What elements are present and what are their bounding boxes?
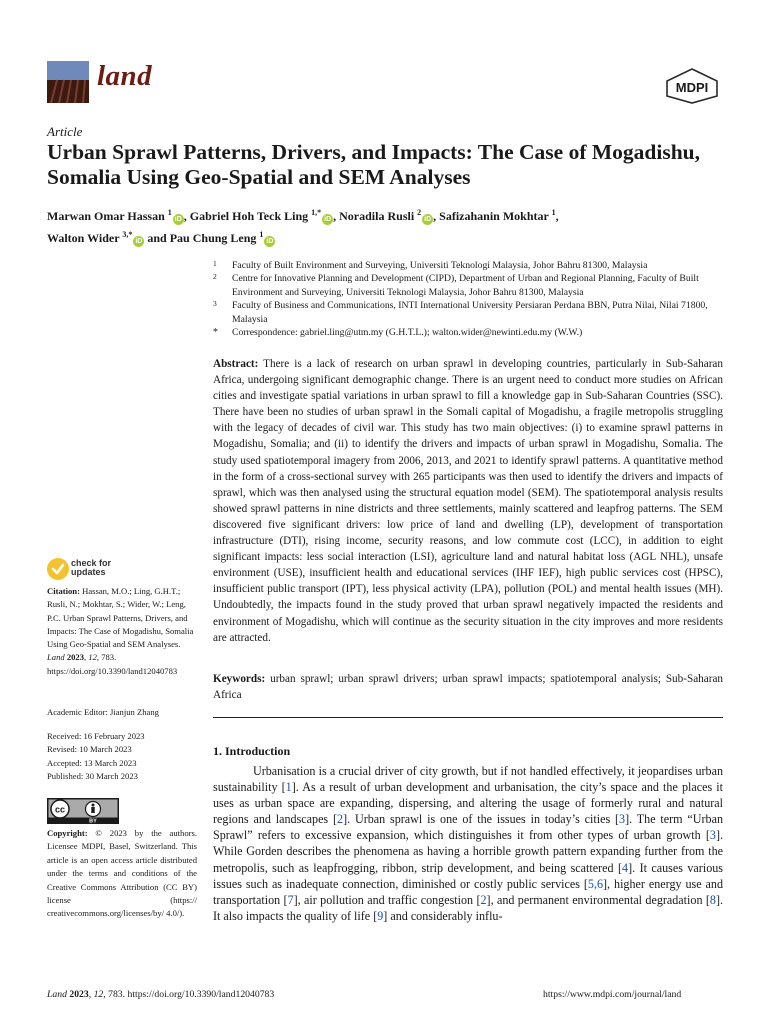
orcid-icon[interactable]: iD [324, 216, 332, 223]
keywords-text: urban sprawl; urban sprawl drivers; urban sprawl impacts; spatiotemporal analysis; Sub-Saharan Africa [213, 673, 724, 702]
by-text: BY [89, 818, 97, 824]
keywords [213, 671, 723, 703]
author-list [47, 204, 737, 247]
citation-block: Citation: Hassan, M.O.; Ling, G.H.T.; Rusli, N.; Mokhtar, S.; Wider, W.; Leng, P.C. Urban Sprawl Patterns, Drivers, and Impacts: The Case of Mogadishu, Somalia Using Geo-Spatial and SEM Analyses. Land 2023, 12, 783. https://doi.org/10.3390/land12040783 [47, 586, 194, 676]
paper-title: Urban Sprawl Patterns, Drivers, and Impacts: The Case of Mogadishu, Somalia Using Geo-Spatial and SEM Analyses [47, 140, 700, 189]
reference-link[interactable]: 8 [709, 892, 716, 907]
introduction-text: Urbanisation is a crucial driver of city growth, but if not handled effectively, it jeopardises urban sustainability [ [213, 764, 723, 795]
reference-link[interactable]: 7 [287, 892, 294, 907]
citation-volume: 12 [88, 652, 97, 663]
citation-text: Hassan, M.O.; Ling, G.H.T.; Rusli, N.; Mokhtar, S.; Wider, W.; Leng, P.C. Urban Sprawl Patterns, Drivers, and Impacts: The Case of Mogadishu, Somalia Using Geo-Spatial and SEM Analyses. [47, 586, 194, 650]
introduction-text: ]. While Gorden describes the phenomena as having a horrible growth pattern expanding further from the metropolis, such as leapfrogging, ribbon, strip development, and being scattered [ [213, 828, 723, 875]
affiliation-marker: 3 [213, 299, 217, 309]
author-name: Noradila Rusli [339, 209, 415, 223]
introduction-text: ]. The term “Urban Sprawl” refers to excessive expansion, which distinguishes it from other types of urban growth [ [213, 812, 723, 843]
academic-editor: Academic Editor: Jianjun Zhang [47, 707, 159, 717]
footer-volume: 12 [93, 989, 104, 1000]
introduction-text: ]. It also impacts the quality of life [ [213, 892, 723, 923]
author-affiliation-marker: 1,* [311, 208, 322, 217]
author-separator: , [433, 209, 440, 223]
check-updates-icon [47, 558, 69, 580]
abstract-text: There is a lack of research on urban sprawl in developing countries, particularly in Sub-Saharan Africa, undergoing significant demographic change. There is an urgent need to conduct more studies on African cities and investigate spatial variations in urban sprawl to fill a knowledge gap in Sub-Saharan Countries (SSC). There have been no studies of urban sprawl in the Somali capital of Mogadishu, a fragile metropolis struggling with the legacy of decades of civil war. This study has two main objectives: (i) to examine sprawl patterns in Mogadishu, Somalia; and (ii) to identify the drivers and impacts of urban sprawl in Mogadishu, Somalia. The study used spatiotemporal imagery from 2006, 2013, and 2021 to identify sprawl patterns. A quantitative method in the form of a cross-sectional survey with 265 participants was then used to identify the drivers and impacts of sprawl, which was then analysed using the structural equation model (SEM). The spatiotemporal analysis results showed sprawl patterns in nine districts and three settlements, mainly scattered and leapfrog patterns. The SEM discovered five significant drivers: low price of land and dwelling (LP), development of transportation infrastructure (DTI), rising income, security reasons, and low commute cost (LCC), in addition to eight significant impacts: less social interaction (LSI), agriculture land and natural habitat loss (AGL NHL), unsafe environment (USE), insufficient health and educational services (IHF IEF), high public services cost (HPSC), insufficient public transport (IPT), less physical activity (LPA), pollution (POL) and mental health issues (MH). Undoubtedly, the impacts found in the study proved that urban sprawl negatively impacted the residents and environment of Mogadishu, which will continue as the security situation in the city improves and more residents are attracted. [213, 358, 723, 644]
affiliation-item [213, 272, 733, 299]
introduction-text: ] and considerably influ- [383, 908, 503, 923]
date-revised: Revised: 10 March 2023 [47, 744, 132, 755]
introduction-paragraph [213, 763, 723, 924]
check-updates-line2: updates [71, 567, 106, 577]
introduction-text: ]. As a result of urban development and urbanisation, the city’s space and the places it uses as urban space are expanding, dispersing, and altering the usage of formerly rural and natural regions and landscapes [ [213, 780, 724, 827]
author-name: Marwan Omar Hassan [47, 209, 165, 223]
journal-name: land [97, 60, 153, 92]
orcid-icon[interactable]: iD [424, 216, 432, 223]
check-for-updates-button[interactable] [47, 558, 147, 584]
orcid-icon[interactable]: iD [135, 237, 143, 245]
orcid-icon[interactable]: iD [174, 216, 182, 223]
citation-journal: Land [47, 652, 65, 663]
footer-doi[interactable]: , 783. https://doi.org/10.3390/land12040783 [103, 989, 275, 1000]
affiliation-item [213, 299, 733, 326]
introduction-text: ]. It causes various issues such as inadequate connection, diminished or costly public services [ [213, 860, 723, 891]
check-updates-line1: check for [71, 558, 112, 568]
abstract-label: Abstract: [213, 358, 259, 370]
author-name: Pau Chung Leng [169, 230, 257, 245]
affiliation-text: Correspondence: gabriel.ling@utm.my (G.H.T.L.); walton.wider@newinti.edu.my (W.W.) [232, 327, 583, 339]
mdpi-logo [666, 68, 718, 104]
author-affiliation-marker: 1 [551, 208, 556, 217]
author-separator: , [333, 209, 340, 223]
author-affiliation-marker: 2 [417, 208, 422, 217]
date-received: Received: 16 February 2023 [47, 731, 145, 741]
copyright-notice [47, 827, 197, 921]
reference-link[interactable]: 5,6 [587, 876, 604, 891]
citation-year: 2023 [66, 652, 85, 663]
reference-link[interactable]: 1 [285, 780, 292, 795]
author-affiliation-marker: 3,* [122, 229, 133, 239]
introduction-text: ]. Urban sprawl is one of the issues in today’s cities [ [343, 812, 620, 827]
copyright-label: Copyright: [47, 828, 88, 838]
author-name: Gabriel Hoh Teck Ling [189, 209, 309, 223]
author-name: Walton Wider [47, 230, 120, 245]
reference-link[interactable]: 9 [377, 908, 384, 923]
affiliation-text: Faculty of Business and Communications, INTI International University Persiaran Perdana BBN, Putra Nilai, Nilai 71800, Malaysia [232, 300, 708, 325]
introduction-text: ], and permanent environmental degradation [ [486, 892, 710, 907]
reference-link[interactable]: 2 [480, 892, 487, 907]
copyright-text: © 2023 by the authors. Licensee MDPI, Basel, Switzerland. This article is an open access article distributed under the terms and conditions of the Creative Commons Attribution (CC BY) license (https:// creativecommons.org/licenses/by/ 4.0/). [47, 828, 197, 919]
affiliations [213, 259, 733, 339]
citation-label: Citation: [47, 586, 80, 596]
affiliation-item [213, 326, 733, 339]
author-affiliation-marker: 1 [167, 208, 172, 217]
orcid-icon[interactable]: iD [266, 237, 274, 245]
footer-journal: Land [47, 989, 67, 1000]
article-type: Article [47, 124, 83, 139]
author-name: Safizahanin Mokhtar [439, 209, 549, 223]
date-accepted: Accepted: 13 March 2023 [47, 757, 137, 768]
affiliation-marker: 2 [213, 272, 217, 282]
reference-link[interactable]: 3 [619, 812, 626, 827]
publication-dates [47, 730, 197, 783]
footer-journal-url[interactable]: https://www.mdpi.com/journal/land [543, 989, 682, 1000]
citation-doi[interactable]: , 783. https://doi.org/10.3390/land12040783 [47, 652, 178, 676]
footer-citation: Land 2023, 12, 783. https://doi.org/10.3390/land12040783 [47, 989, 275, 1000]
affiliation-marker: * [213, 327, 218, 339]
cc-text: cc [54, 804, 66, 815]
introduction-text: ], air pollution and traffic congestion [ [293, 892, 481, 907]
section-divider [213, 717, 723, 718]
author-separator: , [555, 209, 559, 223]
affiliation-text: Faculty of Built Environment and Surveying, Universiti Teknologi Malaysia, Johor Bahru 81300, Malaysia [232, 260, 648, 271]
reference-link[interactable]: 3 [709, 828, 716, 843]
keywords-label: Keywords: [213, 673, 266, 685]
affiliation-item [213, 259, 733, 272]
reference-link[interactable]: 2 [337, 812, 344, 827]
affiliation-text: Centre for Innovative Planning and Development (CIPD), Department of Urban and Regional Planning, Faculty of Built Environment and Surveying, Universiti Teknologi Malaysia, Johor Bahru 81300, Malaysia [232, 273, 699, 298]
introduction-text: ], higher energy use and transportation [ [213, 876, 723, 907]
section-heading: 1. Introduction [213, 744, 291, 758]
reference-link[interactable]: 4 [622, 860, 629, 875]
footer-year: 2023 [69, 989, 89, 1000]
date-published: Published: 30 March 2023 [47, 770, 138, 781]
abstract [213, 356, 723, 646]
affiliation-marker: 1 [213, 259, 217, 268]
author-separator: , [183, 209, 190, 223]
journal-logo-image [47, 61, 89, 103]
author-affiliation-marker: 1 [259, 229, 264, 239]
mdpi-logo-text: MDPI [675, 80, 709, 95]
author-separator: and [144, 230, 170, 245]
cc-by-license-badge[interactable] [47, 798, 119, 824]
